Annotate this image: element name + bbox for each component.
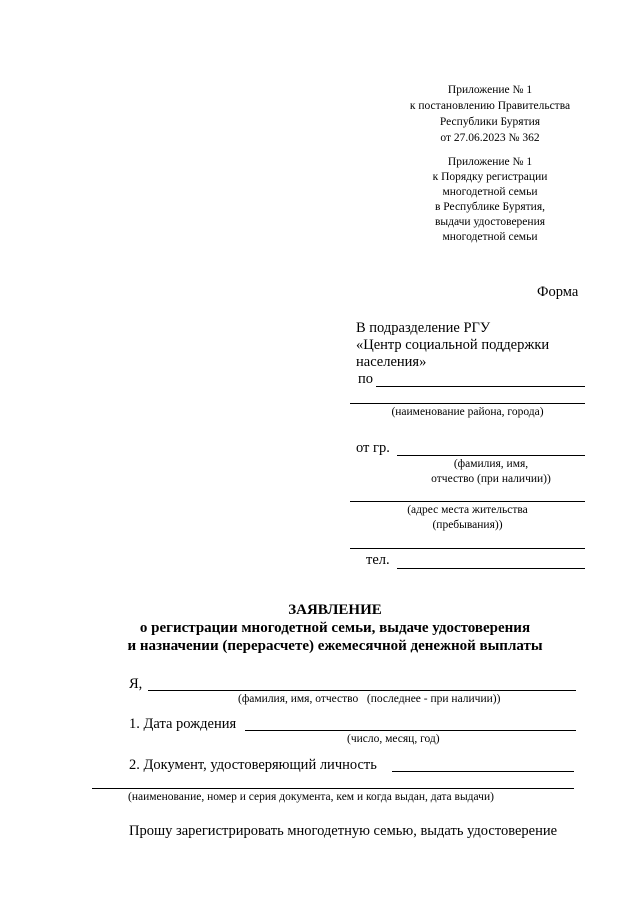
appendix-2-line: в Республике Бурятия,	[435, 201, 545, 213]
request-text: Прошу зарегистрировать многодетную семью, выдать удостоверение	[129, 823, 558, 839]
doc-caption: (наименование, номер и серия документа, кем и когда выдан, дата выдачи)	[128, 791, 494, 803]
name-caption-1: (фамилия, имя,	[453, 458, 529, 470]
recipient-line-1: В подразделение РГУ	[356, 320, 491, 336]
phone-field-line[interactable]	[397, 568, 585, 569]
address-field-line[interactable]	[350, 501, 585, 502]
appendix-2-block	[380, 155, 600, 245]
form-label: Форма	[537, 284, 579, 300]
appendix-2-line: к Порядку регистрации	[432, 171, 548, 183]
dob-label: 1. Дата рождения	[129, 716, 237, 732]
i-label: Я,	[129, 676, 143, 692]
address-caption-1: (адрес места жительства	[407, 504, 528, 516]
appendix-1-line: от 27.06.2023 № 362	[440, 132, 540, 144]
doc-label: 2. Документ, удостоверяющий личность	[129, 757, 377, 773]
address-field-line-2[interactable]	[350, 548, 585, 549]
appendix-2-line: многодетной семьи	[442, 186, 538, 198]
name-caption-2: отчество (при наличии))	[431, 473, 551, 485]
doc-field-line-1[interactable]	[392, 771, 574, 772]
name-field-line[interactable]	[397, 455, 585, 456]
appendix-2-line: выдачи удостоверения	[434, 216, 546, 228]
document-title: ЗАЯВЛЕНИЕ	[288, 602, 382, 618]
phone-label: тел.	[366, 552, 390, 568]
district-field-line-1[interactable]	[376, 386, 585, 387]
doc-field-line-2[interactable]	[92, 788, 574, 789]
document-subtitle-1: о регистрации многодетной семьи, выдаче удостоверения	[139, 620, 531, 636]
address-caption-2: (пребывания))	[432, 519, 503, 531]
dob-caption: (число, месяц, год)	[347, 733, 440, 745]
fio-caption: (фамилия, имя, отчество (последнее - при наличии))	[238, 693, 501, 705]
recipient-line-3: населения»	[356, 354, 427, 370]
appendix-2-line: Приложение № 1	[447, 156, 533, 168]
fio-field-line[interactable]	[148, 690, 576, 691]
from-label: от гр.	[356, 440, 390, 456]
appendix-1-line: Приложение № 1	[447, 84, 533, 96]
appendix-1-line: Республики Бурятия	[439, 116, 541, 128]
district-caption: (наименование района, города)	[391, 406, 544, 418]
appendix-1-line: к постановлению Правительства	[409, 100, 571, 112]
appendix-1-block	[380, 82, 600, 146]
by-label: по	[358, 371, 374, 387]
district-field-line-2[interactable]	[350, 403, 585, 404]
document-subtitle-2: и назначении (перерасчете) ежемесячной денежной выплаты	[127, 638, 543, 654]
appendix-2-line: многодетной семьи	[442, 231, 538, 243]
recipient-line-2: «Центр социальной поддержки	[356, 337, 550, 353]
dob-field-line[interactable]	[245, 730, 576, 731]
